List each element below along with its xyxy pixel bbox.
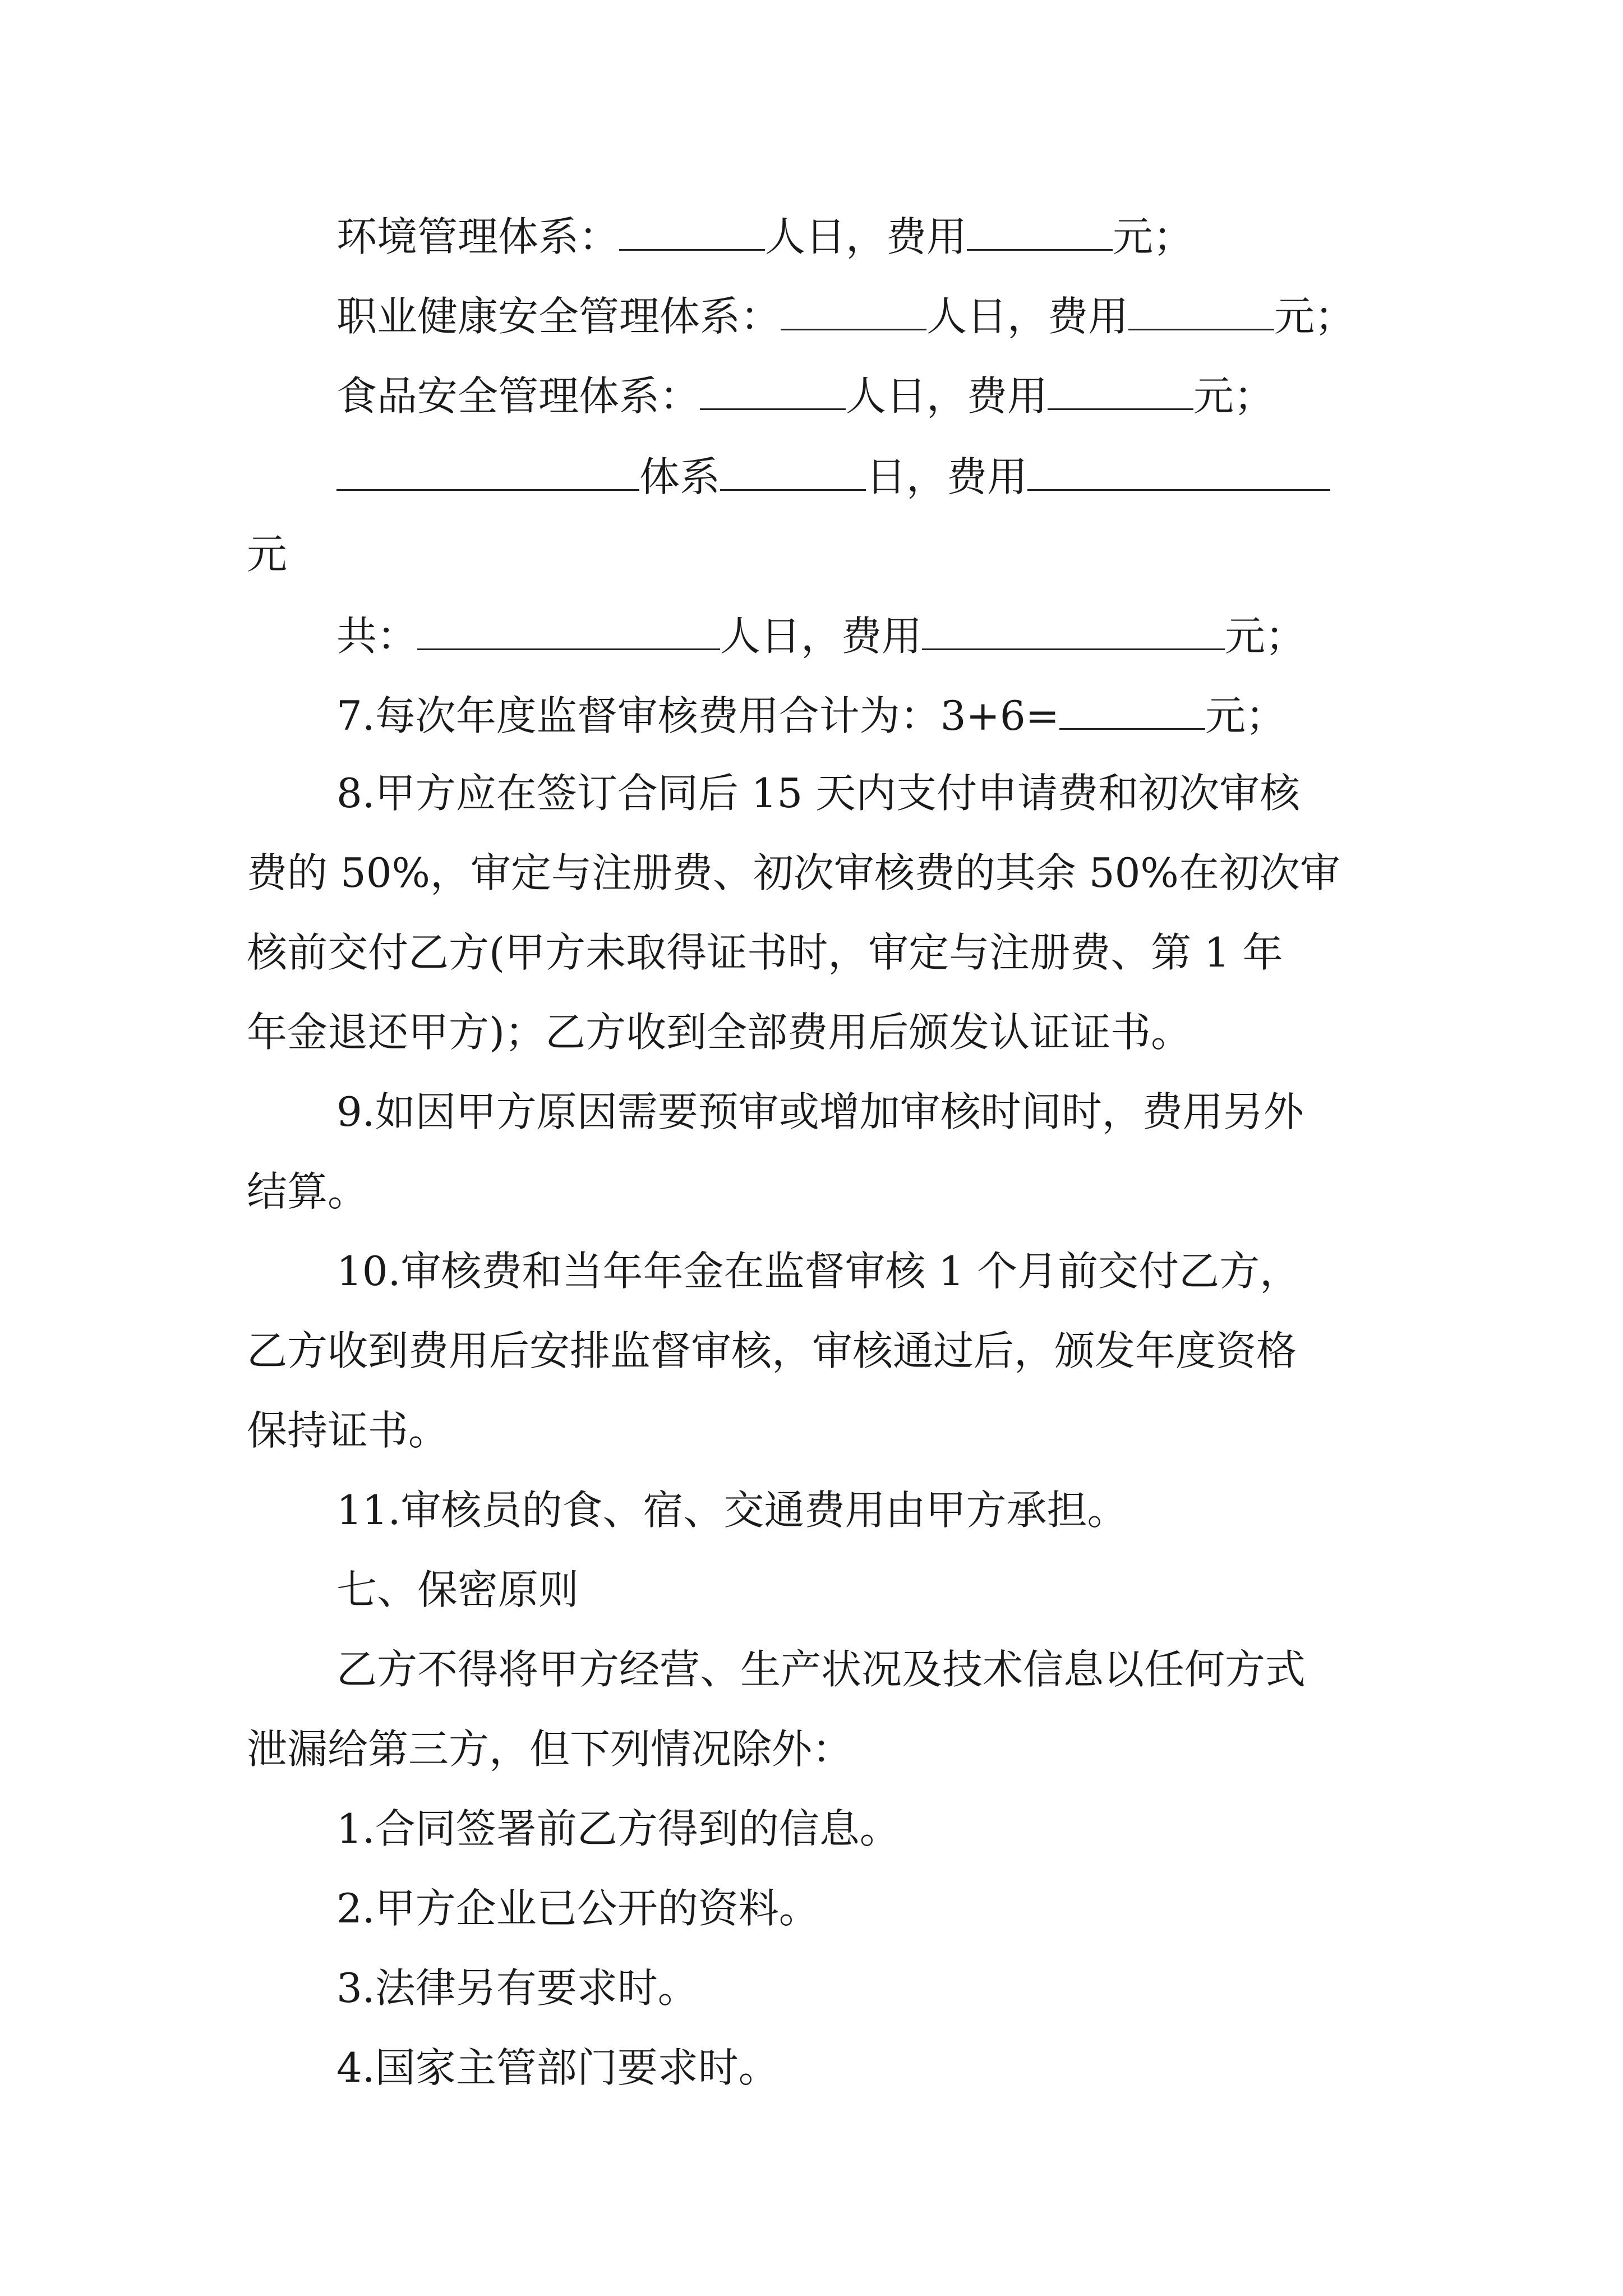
clause-text: 7.每次年度监督审核费用合计为：3+6= [336, 692, 1059, 739]
fee-unit: 元； [1225, 613, 1306, 660]
clause-8-line: 核前交付乙方(甲方未取得证书时，审定与注册费、第 1 年 [247, 929, 1283, 976]
blank-field [1128, 277, 1274, 330]
fee-line-other-unit: 元 [247, 531, 288, 578]
fee-label: 共： [336, 613, 418, 660]
blank-field [720, 438, 866, 491]
list-item: 2.甲方企业已公开的资料。 [336, 1885, 819, 1932]
clause-8-line: 年金退还甲方)；乙方收到全部费用后颁发认证证书。 [247, 1009, 1192, 1056]
fee-unit: 人日，费用 [926, 293, 1129, 340]
clause-10-line: 保持证书。 [247, 1407, 449, 1454]
fee-line-food [336, 357, 1274, 433]
clause-9-line: 结算。 [247, 1168, 368, 1215]
blank-field [700, 357, 846, 410]
clause-10-line: 10.审核费和当年年金在监督审核 1 个月前交付乙方， [336, 1248, 1301, 1295]
fee-unit: 人日，费用 [765, 213, 967, 260]
fee-unit: 元； [1113, 213, 1194, 260]
fee-unit: 元； [1274, 293, 1355, 340]
fee-line-environment [336, 197, 1193, 274]
fee-line-ohs [336, 277, 1355, 353]
list-item: 4.国家主管部门要求时。 [336, 2044, 779, 2091]
blank-field [336, 438, 639, 491]
list-item: 1.合同签署前乙方得到的信息。 [336, 1805, 900, 1852]
fee-unit: 人日，费用 [846, 372, 1048, 420]
blank-field [619, 197, 765, 251]
blank-field [781, 277, 926, 330]
fee-label: 环境管理体系： [336, 213, 620, 260]
fee-line-other [336, 438, 1330, 514]
clause-7 [336, 677, 1286, 753]
blank-field [1048, 357, 1193, 410]
clause-8-line: 费的 50%，审定与注册费、初次审核费的其余 50%在初次审 [247, 849, 1340, 896]
section-heading: 七、保密原则 [336, 1566, 579, 1613]
blank-field [1059, 677, 1205, 730]
section-intro-line: 泄漏给第三方，但下列情况除外： [247, 1726, 853, 1773]
fee-line-total [336, 597, 1306, 673]
section-intro-line: 乙方不得将甲方经营、生产状况及技术信息以任何方式 [336, 1646, 1306, 1693]
blank-field [1027, 438, 1330, 491]
list-item: 3.法律另有要求时。 [336, 1964, 698, 2012]
blank-field [417, 597, 720, 650]
clause-10-line: 乙方收到费用后安排监督审核，审核通过后，颁发年度资格 [247, 1327, 1297, 1374]
clause-8-line: 8.甲方应在签订合同后 15 天内支付申请费和初次审核 [336, 770, 1301, 817]
clause-text: 元； [1205, 692, 1286, 739]
fee-unit: 人日，费用 [720, 613, 923, 660]
clause-11: 11.审核员的食、宿、交通费用由甲方承担。 [336, 1487, 1128, 1534]
blank-field [967, 197, 1113, 251]
fee-label: 体系 [639, 453, 721, 500]
fee-unit: 日，费用 [866, 453, 1028, 500]
clause-9-line: 9.如因甲方原因需要预审或增加审核时间时，费用另外 [336, 1088, 1304, 1135]
fee-label: 食品安全管理体系： [336, 372, 700, 420]
blank-field [922, 597, 1225, 650]
fee-unit: 元； [1193, 372, 1275, 420]
fee-label: 职业健康安全管理体系： [336, 293, 781, 340]
